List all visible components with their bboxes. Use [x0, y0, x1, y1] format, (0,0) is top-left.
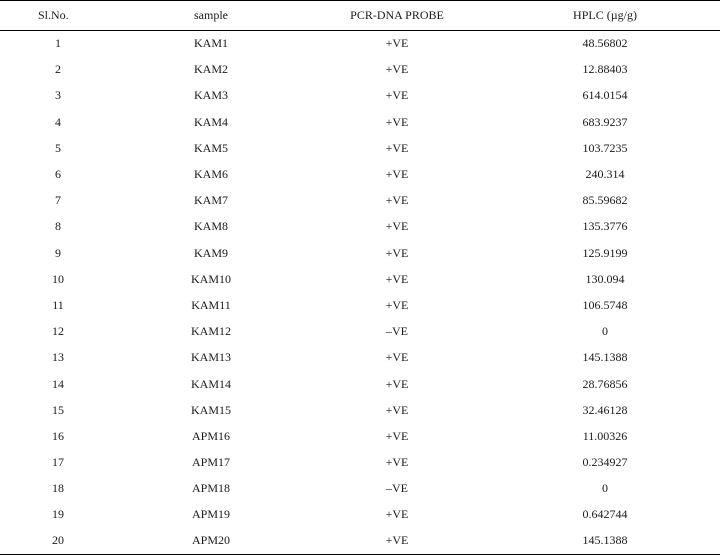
cell-pcr-dna-probe: +VE [385, 36, 409, 51]
cell-sample: KAM11 [191, 297, 231, 312]
cell-hplc: 48.56802 [582, 36, 628, 51]
table-row [0, 397, 720, 423]
cell-pcr-dna-probe: +VE [385, 245, 409, 260]
header-row [0, 1, 720, 31]
cell-hplc: 12.88403 [582, 62, 628, 77]
cell-pcr-dna-probe: +VE [385, 507, 409, 522]
cell-sl-no: 9 [55, 245, 61, 260]
cell-sample: KAM5 [193, 140, 228, 155]
table-row [0, 319, 720, 345]
cell-sample: KAM9 [193, 245, 228, 260]
cell-sl-no: 3 [55, 88, 61, 103]
table-row [0, 450, 720, 476]
cell-hplc: 11.00326 [582, 428, 628, 443]
cell-sl-no: 19 [52, 507, 64, 522]
table-row [0, 502, 720, 528]
cell-pcr-dna-probe: +VE [385, 114, 409, 129]
table-row [0, 423, 720, 449]
cell-sl-no: 14 [52, 376, 64, 391]
table-row [0, 476, 720, 502]
cell-hplc: 614.0154 [582, 88, 628, 103]
table-row [0, 371, 720, 397]
cell-pcr-dna-probe: +VE [385, 402, 409, 417]
cell-sl-no: 7 [55, 193, 61, 208]
cell-hplc: 240.314 [585, 167, 625, 182]
cell-sl-no: 12 [52, 324, 64, 339]
cell-sl-no: 2 [55, 62, 61, 77]
cell-sl-no: 6 [55, 167, 61, 182]
cell-hplc: 145.1388 [582, 533, 628, 548]
cell-pcr-dna-probe: +VE [385, 455, 409, 470]
cell-hplc: 0 [602, 324, 608, 339]
cell-sl-no: 18 [52, 481, 64, 496]
cell-sl-no: 17 [52, 455, 64, 470]
table-header [0, 1, 720, 31]
header-hplc: HPLC (µg/g) [490, 1, 720, 31]
cell-hplc: 130.094 [585, 271, 625, 286]
cell-hplc: 0 [602, 481, 608, 496]
cell-sl-no: 10 [52, 271, 64, 286]
table-row [0, 161, 720, 187]
table-row [0, 135, 720, 161]
cell-pcr-dna-probe: +VE [385, 533, 409, 548]
cell-sample: KAM6 [193, 167, 228, 182]
cell-sample: APM16 [191, 428, 230, 443]
cell-pcr-dna-probe: –VE [386, 481, 408, 496]
cell-hplc: 85.59682 [582, 193, 628, 208]
cell-hplc: 106.5748 [582, 297, 628, 312]
cell-sl-no: 4 [55, 114, 61, 129]
cell-hplc: 145.1388 [582, 350, 628, 365]
table-row [0, 31, 720, 57]
cell-sample: APM18 [191, 481, 230, 496]
cell-pcr-dna-probe: +VE [385, 376, 409, 391]
cell-hplc: 683.9237 [582, 114, 628, 129]
cell-sl-no: 13 [52, 350, 64, 365]
cell-sl-no: 11 [52, 297, 64, 312]
table-row [0, 292, 720, 318]
cell-sample: KAM4 [193, 114, 228, 129]
cell-sample: KAM3 [193, 88, 228, 103]
cell-hplc: 0.234927 [582, 455, 628, 470]
cell-sl-no: 20 [52, 533, 64, 548]
cell-sample: KAM14 [190, 376, 231, 391]
cell-hplc: 28.76856 [582, 376, 628, 391]
cell-pcr-dna-probe: +VE [385, 428, 409, 443]
table-body [0, 31, 720, 555]
cell-pcr-dna-probe: –VE [386, 324, 408, 339]
cell-hplc: 135.3776 [582, 219, 628, 234]
table-row [0, 83, 720, 109]
cell-sl-no: 5 [55, 140, 61, 155]
cell-sample: APM19 [191, 507, 230, 522]
header-sample: sample [118, 1, 304, 31]
table-row [0, 109, 720, 135]
cell-pcr-dna-probe: +VE [385, 193, 409, 208]
cell-sample: KAM1 [193, 36, 228, 51]
cell-pcr-dna-probe: +VE [385, 350, 409, 365]
cell-pcr-dna-probe: +VE [385, 62, 409, 77]
table-row [0, 528, 720, 554]
header-sl-no: Sl.No. [0, 1, 118, 31]
cell-sample: KAM2 [193, 62, 228, 77]
cell-hplc: 0.642744 [582, 507, 628, 522]
cell-sample: KAM12 [190, 324, 231, 339]
cell-pcr-dna-probe: +VE [385, 297, 409, 312]
cell-hplc: 125.9199 [582, 245, 628, 260]
cell-sl-no: 16 [52, 428, 64, 443]
table-row [0, 240, 720, 266]
cell-pcr-dna-probe: +VE [385, 219, 409, 234]
cell-sample: KAM10 [190, 271, 231, 286]
cell-sample: KAM13 [190, 350, 231, 365]
cell-sample: APM20 [191, 533, 230, 548]
cell-sl-no: 15 [52, 402, 64, 417]
table-row [0, 214, 720, 240]
cell-sample: KAM7 [193, 193, 228, 208]
cell-sample: KAM8 [193, 219, 228, 234]
table-row [0, 266, 720, 292]
header-pcr-dna-probe: PCR-DNA PROBE [304, 1, 490, 31]
table-row [0, 345, 720, 371]
cell-pcr-dna-probe: +VE [385, 140, 409, 155]
cell-sample: KAM15 [190, 402, 231, 417]
cell-sample: APM17 [191, 455, 230, 470]
cell-hplc: 32.46128 [582, 402, 628, 417]
cell-pcr-dna-probe: +VE [385, 167, 409, 182]
cell-sl-no: 8 [55, 219, 61, 234]
cell-pcr-dna-probe: +VE [385, 88, 409, 103]
cell-pcr-dna-probe: +VE [385, 271, 409, 286]
cell-sl-no: 1 [55, 36, 61, 51]
cell-hplc: 103.7235 [582, 140, 628, 155]
table-row [0, 188, 720, 214]
table-row [0, 57, 720, 83]
